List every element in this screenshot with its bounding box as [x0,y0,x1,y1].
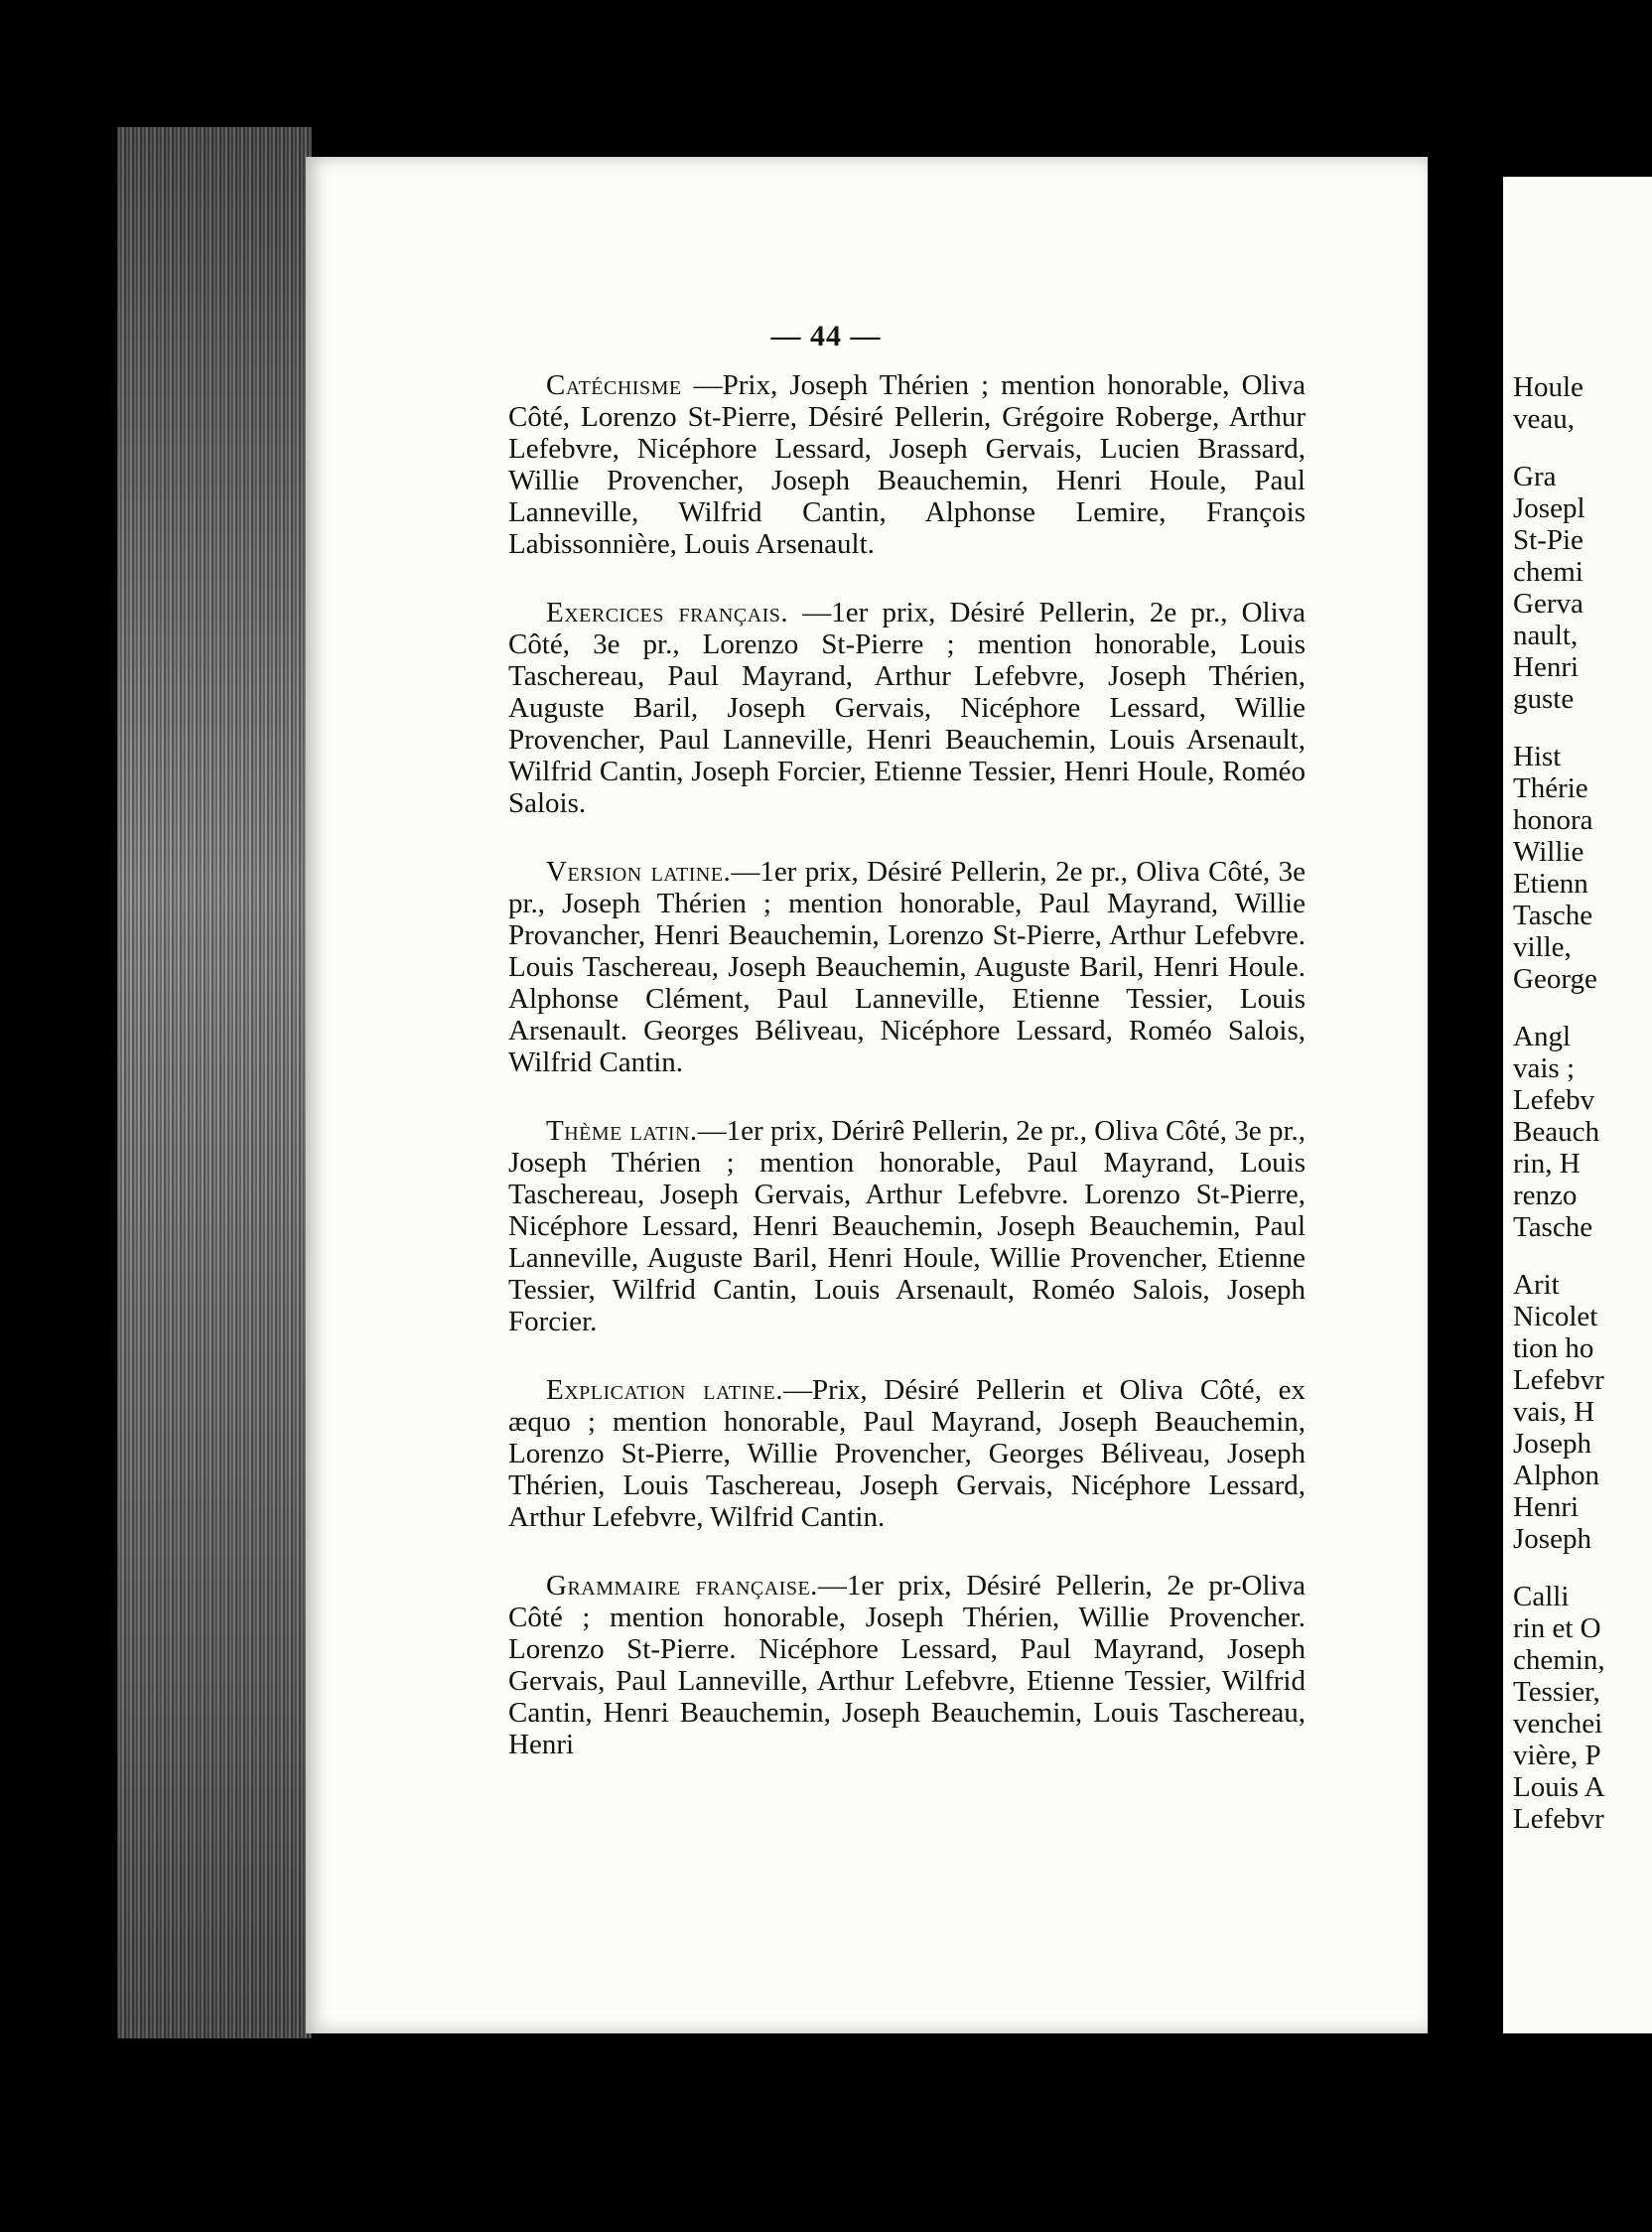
subject-awards: —1er prix, Désiré Pellerin, 2e pr., Oliva Côté, 3e pr., Lorenzo St-Pierre ; mention honorable, Louis Taschereau, Paul Mayrand, Arthur Lefebvre, Joseph Thérien, Auguste Baril, Joseph Gervais, Nicéphore Lessard, Willie Provencher, Paul Lanneville, Henri Beauchemin, Louis Arsenault, Wilfrid Cantin, Joseph Forcier, Etienne Tessier, Henri Houle, Roméo Salois. [508,597,1306,819]
facing-page-line: Willie [1513,836,1584,868]
subject-heading: Version latine. [546,856,732,888]
facing-page-line: Arit [1513,1269,1560,1301]
facing-page-line: Josepl [1513,492,1585,524]
prize-entry [508,369,1306,560]
facing-page-line: Tessier, [1513,1676,1600,1708]
facing-page-line: Houle [1513,371,1583,403]
subject-awards: —Prix, Joseph Thérien ; mention honorable, Oliva Côté, Lorenzo St-Pierre, Désiré Pellerin, Grégoire Roberge, Arthur Lefebvre, Nicéphore Lessard, Joseph Gervais, Lucien Brassard, Willie Provencher, Joseph Beauchemin, Henri Houle, Paul Lanneville, Wilfrid Cantin, Alphonse Lemire, François Labissonnière, Louis Arsenault. [508,369,1306,560]
prize-entry [508,856,1306,1078]
facing-page-line: veau, [1513,403,1575,435]
facing-page-line [1513,715,1652,741]
facing-page-line: guste [1513,683,1575,715]
facing-page-line: rin et O [1513,1612,1601,1644]
facing-page-line [1513,1555,1652,1581]
prize-entry [508,597,1306,819]
facing-page-line: Hist [1513,741,1562,772]
facing-page-line: Gerva [1513,588,1583,620]
facing-page-line: George [1513,963,1597,995]
subject-awards: —1er prix, Dérirê Pellerin, 2e pr., Oliva Côté, 3e pr., Joseph Thérien ; mention honorable, Paul Mayrand, Louis Taschereau, Joseph Gervais, Arthur Lefebvre. Lorenzo St-Pierre, Nicéphore Lessard, Henri Beauchemin, Joseph Beauchemin, Paul Lanneville, Auguste Baril, Henri Houle, Willie Provencher, Etienne Tessier, Wilfrid Cantin, Louis Arsenault, Roméo Salois, Joseph Forcier. [508,1115,1306,1337]
facing-page-line: Lefebvr [1513,1364,1604,1396]
facing-page-line: renzo [1513,1180,1578,1211]
facing-page-line: Beauch [1513,1116,1599,1148]
subject-awards: —Prix, Désiré Pellerin et Oliva Côté, ex æquo ; mention honorable, Paul Mayrand, Joseph Beauchemin, Lorenzo St-Pierre, Willie Provencher, Georges Béliveau, Joseph Thérien, Louis Taschereau, Joseph Gervais, Nicéphore Lessard, Arthur Lefebvre, Wilfrid Cantin. [508,1374,1306,1533]
prize-entry [508,1374,1306,1533]
facing-page-line [1513,995,1652,1021]
page-edges-shading [117,127,312,2038]
facing-page-line: vais ; [1513,1052,1576,1084]
facing-page-line: Etienn [1513,868,1588,900]
subject-awards: —1er prix, Désiré Pellerin, 2e pr., Oliva Côté, 3e pr., Joseph Thérien ; mention honorable, Paul Mayrand, Willie Provancher, Henri Beauchemin, Lorenzo St-Pierre, Arthur Lefebvre. Louis Taschereau, Joseph Beauchemin, Auguste Baril, Henri Houle. Alphonse Clément, Paul Lanneville, Etienne Tessier, Louis Arsenault. Georges Béliveau, Nicéphore Lessard, Roméo Salois, Wilfrid Cantin. [508,856,1306,1078]
subject-heading: Thème latin. [546,1115,698,1147]
facing-page-line: rin, H [1513,1148,1581,1180]
facing-page-line: Tasche [1513,1211,1593,1243]
facing-page-line: chemin, [1513,1644,1605,1676]
facing-page-line: Lefebv [1513,1084,1595,1116]
facing-page-line: Gra [1513,461,1557,492]
facing-page-line: Louis A [1513,1771,1605,1803]
subject-heading: Exercices français. [546,597,789,628]
facing-page-line: Alphon [1513,1460,1599,1491]
subject-heading: Catéchisme [546,369,682,401]
facing-page-line: venchei [1513,1708,1603,1740]
prize-entry [508,1115,1306,1337]
facing-page-line: ville, [1513,931,1572,963]
book-gutter [1428,177,1503,2033]
facing-page-line [1513,1243,1652,1269]
facing-page-line: vière, P [1513,1740,1601,1771]
subject-heading: Explication latine. [546,1374,784,1406]
subject-heading: Grammaire française. [546,1570,818,1602]
facing-page-line: Henri [1513,651,1580,683]
facing-page-line: Henri [1513,1491,1580,1523]
facing-page-line: Calli [1513,1581,1570,1612]
facing-page-line: Angl [1513,1021,1571,1052]
facing-page-line [1513,435,1652,461]
prize-list [508,369,1306,1760]
facing-page-line: Nicolet [1513,1301,1598,1332]
facing-page [1503,177,1652,2033]
facing-page-line: Joseph [1513,1428,1591,1460]
facing-page-line: chemi [1513,556,1583,588]
facing-page-line: Thérie [1513,772,1588,804]
facing-page-line: Lefebvr [1513,1803,1604,1835]
facing-page-line: St-Pie [1513,524,1583,556]
facing-page-line: honora [1513,804,1593,836]
facing-page-line: Tasche [1513,900,1593,931]
page-number: — 44 — [770,320,882,352]
facing-page-line: vais, H [1513,1396,1595,1428]
facing-page-text [1513,371,1652,1835]
subject-awards: —1er prix, Désiré Pellerin, 2e pr-Oliva Côté ; mention honorable, Joseph Thérien, Willie Provencher. Lorenzo St-Pierre. Nicéphore Lessard, Paul Mayrand, Joseph Gervais, Paul Lanneville, Arthur Lefebvre, Etienne Tessier, Wilfrid Cantin, Henri Beauchemin, Joseph Beauchemin, Louis Taschereau, Henri [508,1570,1306,1760]
facing-page-line: nault, [1513,620,1579,651]
facing-page-line: Joseph [1513,1523,1591,1555]
facing-page-line: tion ho [1513,1332,1594,1364]
prize-entry [508,1570,1306,1760]
